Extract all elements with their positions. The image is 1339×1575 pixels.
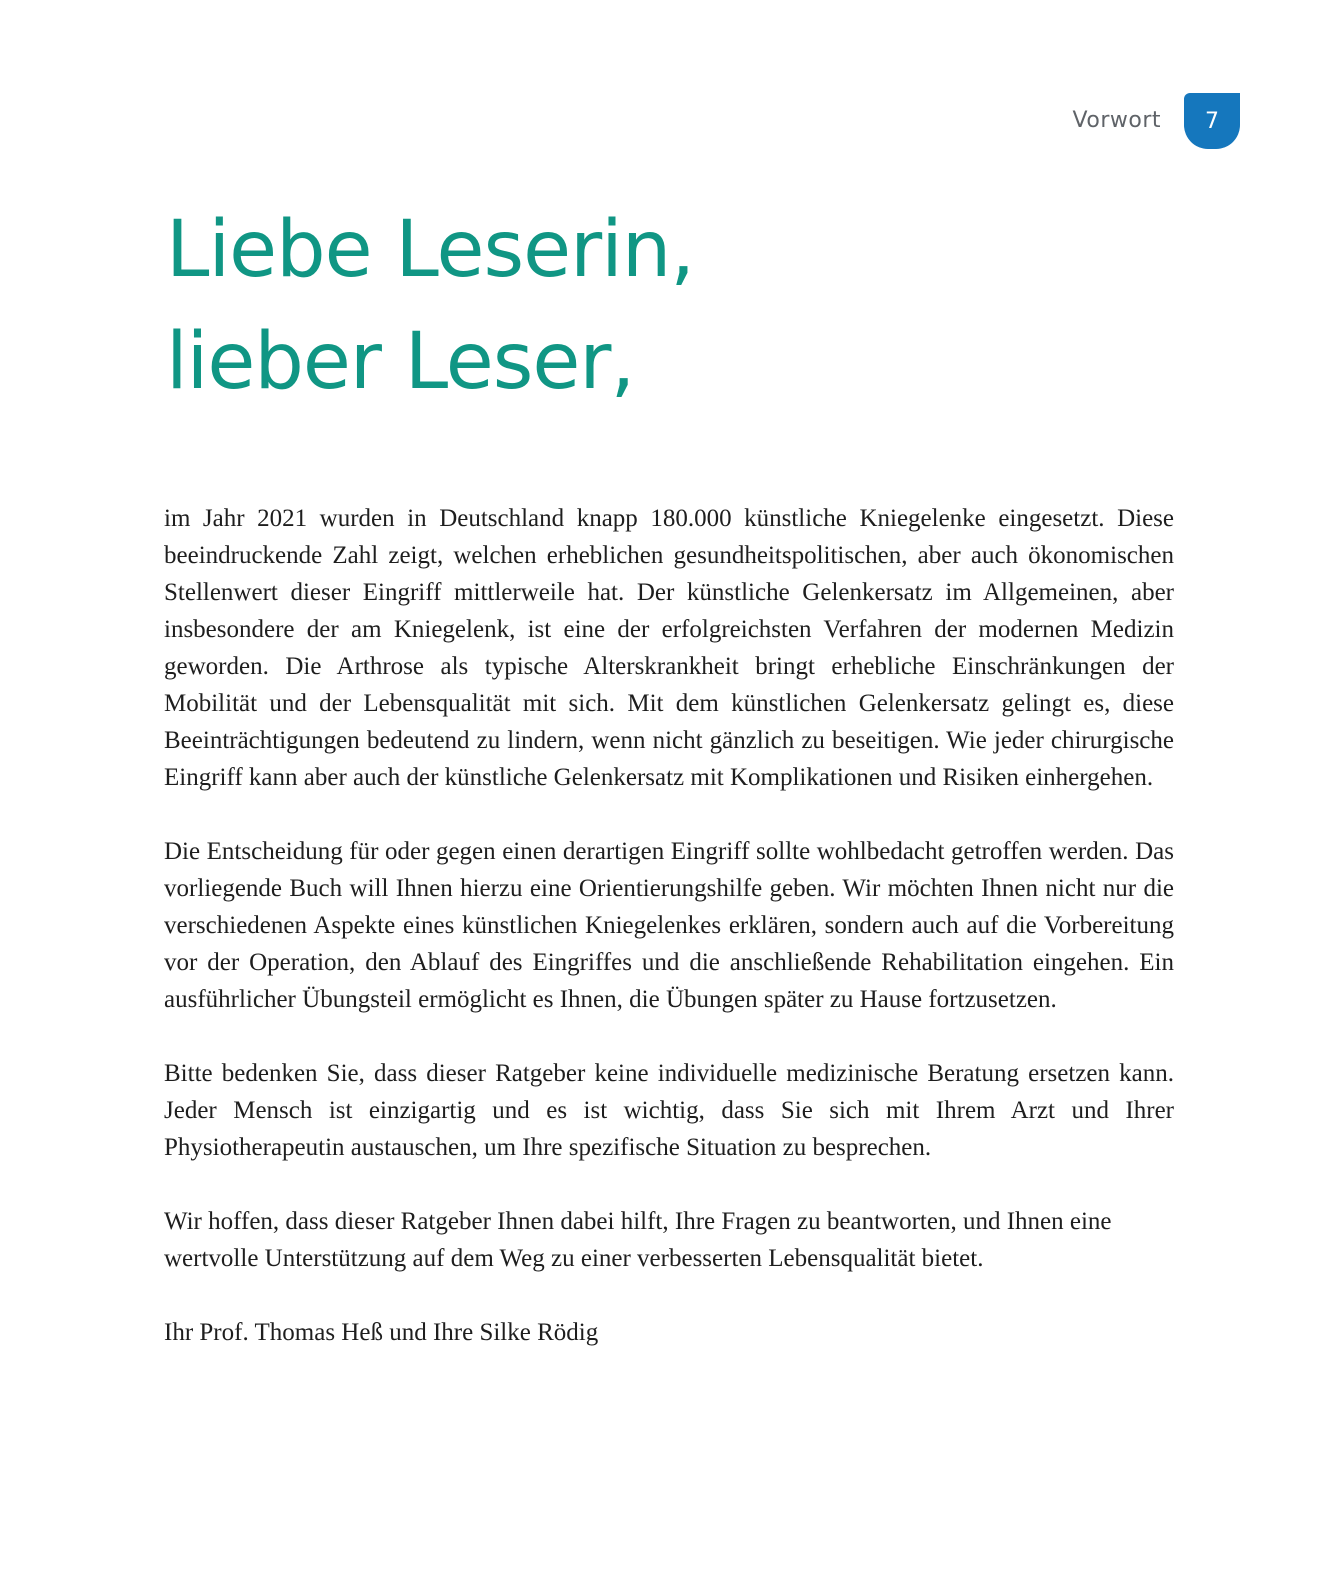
paragraph-2: Die Entscheidung für oder gegen einen derartigen Eingriff sollte wohlbedacht getroffen werden. Das vorliegende Buch will Ihnen hierzu eine Orientierungshilfe geben. Wir möchten Ihnen nicht nur die verschiedenen Aspekte eines künstlichen Kniegelenkes erklären, sondern auch auf die Vorbereitung vor der Operation, den Ablauf des Eingriffes und die anschließende Rehabilitation eingehen. Ein ausführlicher Übungsteil ermöglicht es Ihnen, die Übungen später zu Hause fortzusetzen. xyxy=(164,838,1174,1013)
signature: Ihr Prof. Thomas Heß und Ihre Silke Rödig xyxy=(164,1319,599,1346)
paragraph-1: im Jahr 2021 wurden in Deutschland knapp 180.000 künstliche Kniegelenke eingesetzt. Diese beeindruckende Zahl zeigt, welchen erheblichen gesundheitspolitischen, aber auch ökonomischen Stellenwert dieser Eingriff mittlerweile hat. Der künstliche Gelenkersatz im Allgemeinen, aber insbesondere der am Kniegelenk, ist eine der erfolgreichsten Verfahren der modernen Medizin geworden. Die Arthrose als typische Alterskrankheit bringt erhebliche Einschränkungen der Mobilität und der Lebensqualität mit sich. Mit dem künstlichen Gelenkersatz gelingt es, diese Beeinträchtigungen bedeutend zu lindern, wenn nicht gänzlich zu beseitigen. Wie jeder chirurgische Eingriff kann aber auch der künstliche Gelenkersatz mit Komplikationen und Risiken einhergehen. xyxy=(164,505,1174,791)
paragraph-3: Bitte bedenken Sie, dass dieser Ratgeber keine individuelle medizinische Beratung ersetzen kann. Jeder Mensch ist einzigartig und es ist wichtig, dass Sie sich mit Ihrem Arzt und Ihrer Physiotherapeutin austauschen, um Ihre spezifische Situation zu besprechen. xyxy=(164,1060,1174,1161)
page-number-tab xyxy=(1184,93,1240,149)
page-number: 7 xyxy=(1205,108,1219,134)
foreword-body xyxy=(164,500,1174,1388)
paragraph-4: Wir hoffen, dass dieser Ratgeber Ihnen dabei hilft, Ihre Fragen zu beantworten, und Ihnen eine wertvolle Unterstützung auf dem Weg zu einer verbesserten Lebensqualität bietet. xyxy=(164,1208,1112,1272)
title-line-2: lieber Leser, xyxy=(166,317,635,407)
section-label: Vorwort xyxy=(1072,108,1161,133)
page-title xyxy=(166,194,694,418)
title-line-1: Liebe Leserin, xyxy=(166,205,695,295)
